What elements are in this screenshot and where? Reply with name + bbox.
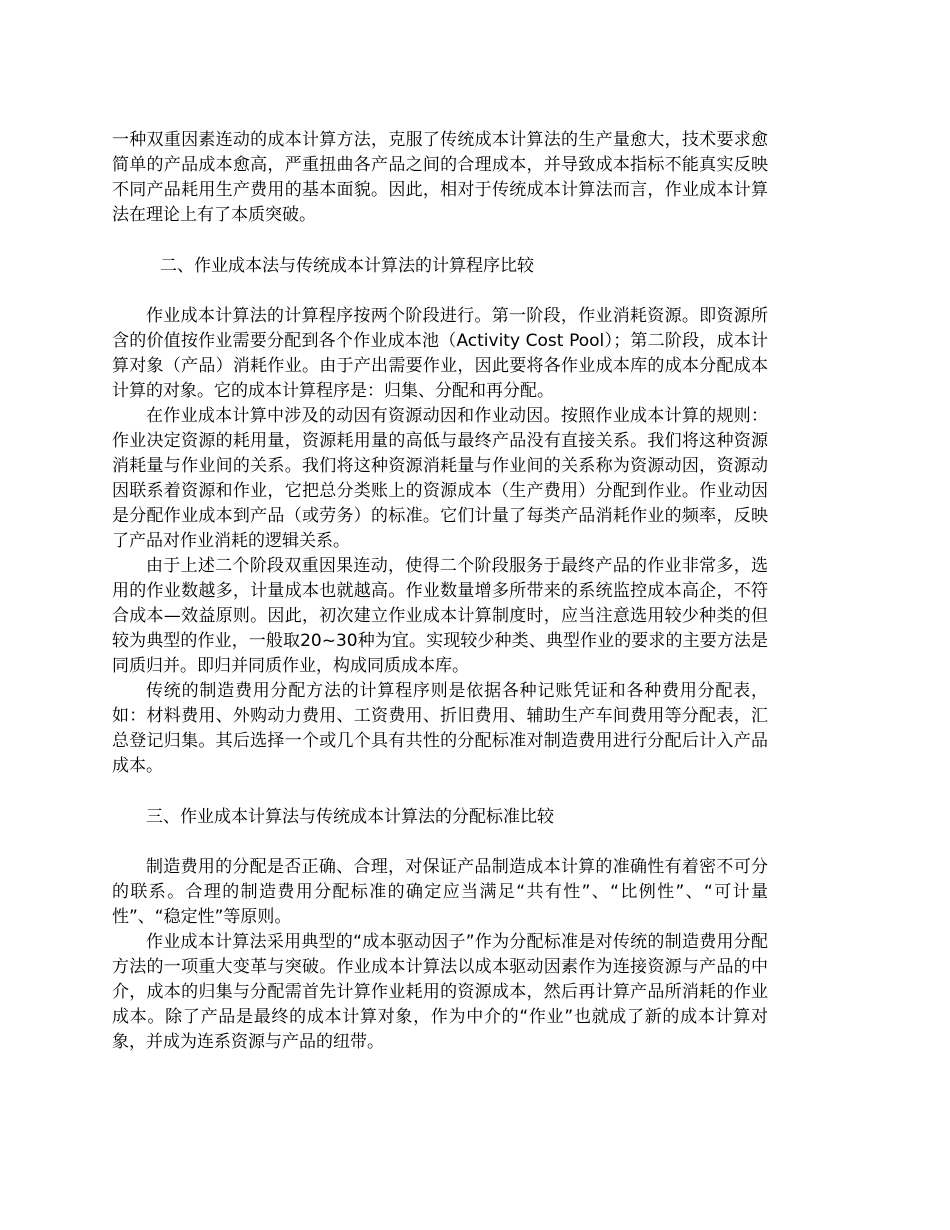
paragraph-activity-count: 由于上述二个阶段双重因果连动，使得二个阶段服务于最终产品的作业非常多，选用的作业数越多，计量成本也就越高。作业数量增多所带来的系统监控成本高企，不符合成本—效益原则。因此，初次建立作业成本计算制度时，应当注意选用较少种类的但较为典型的作业，一般取20~30种为宜。实现较少种类、典型作业的要求的主要方法是同质归并。即归并同质作业，构成同质成本库。 xyxy=(112,556,768,676)
section-heading-3: 三、作业成本计算法与传统成本计算法的分配标准比较 xyxy=(146,807,554,827)
section-heading-2: 二、作业成本法与传统成本计算法的计算程序比较 xyxy=(160,256,534,276)
paragraph-traditional-method: 传统的制造费用分配方法的计算程序则是依据各种记账凭证和各种费用分配表，如：材料费用、外购动力费用、工资费用、折旧费用、辅助生产车间费用等分配表，汇总登记归集。其后选择一个或几个具有共性的分配标准对制造费用进行分配后计入产品成本。 xyxy=(112,681,768,776)
paragraph-cost-driver-standard: 作业成本计算法采用典型的“成本驱动因子”作为分配标准是对传统的制造费用分配方法的一项重大变革与突破。作业成本计算法以成本驱动因素作为连接资源与产品的中介，成本的归集与分配需首先计算作业耗用的资源成本，然后再计算产品所消耗的作业成本。除了产品是最终的成本计算对象，作为中介的“作业”也就成了新的成本计算对象，并成为连系资源与产品的纽带。 xyxy=(112,932,768,1052)
paragraph-cost-drivers: 在作业成本计算中涉及的动因有资源动因和作业动因。按照作业成本计算的规则：作业决定资源的耗用量，资源耗用量的高低与最终产品没有直接关系。我们将这种资源消耗量与作业间的关系。我们将这种资源消耗量与作业间的关系称为资源动因，资源动因联系着资源和作业，它把总分类账上的资源成本（生产费用）分配到作业。作业动因是分配作业成本到产品（或劳务）的标准。它们计量了每类产品消耗作业的频率，反映了产品对作业消耗的逻辑关系。 xyxy=(112,406,768,551)
paragraph-intro-continuation: 一种双重因素连动的成本计算方法，克服了传统成本计算法的生产量愈大，技术要求愈简单的产品成本愈高，严重扭曲各产品之间的合理成本，并导致成本指标不能真实反映不同产品耗用生产费用的基本面貌。因此，相对于传统成本计算法而言，作业成本计算法在理论上有了本质突破。 xyxy=(112,130,768,225)
paragraph-calculation-stages: 作业成本计算法的计算程序按两个阶段进行。第一阶段，作业消耗资源。即资源所含的价值按作业需要分配到各个作业成本池（Activity Cost Pool）；第二阶段，成本计算对象（产品）消耗作业。由于产出需要作业，因此要将各作业成本库的成本分配成本计算的对象。它的成本计算程序是：归集、分配和再分配。 xyxy=(112,306,768,401)
paragraph-allocation-principles: 制造费用的分配是否正确、合理，对保证产品制造成本计算的准确性有着密不可分的联系。合理的制造费用分配标准的确定应当满足“共有性”、“比例性”、“可计量性”、“稳定性”等原则。 xyxy=(112,857,768,927)
document-body xyxy=(112,128,768,1055)
